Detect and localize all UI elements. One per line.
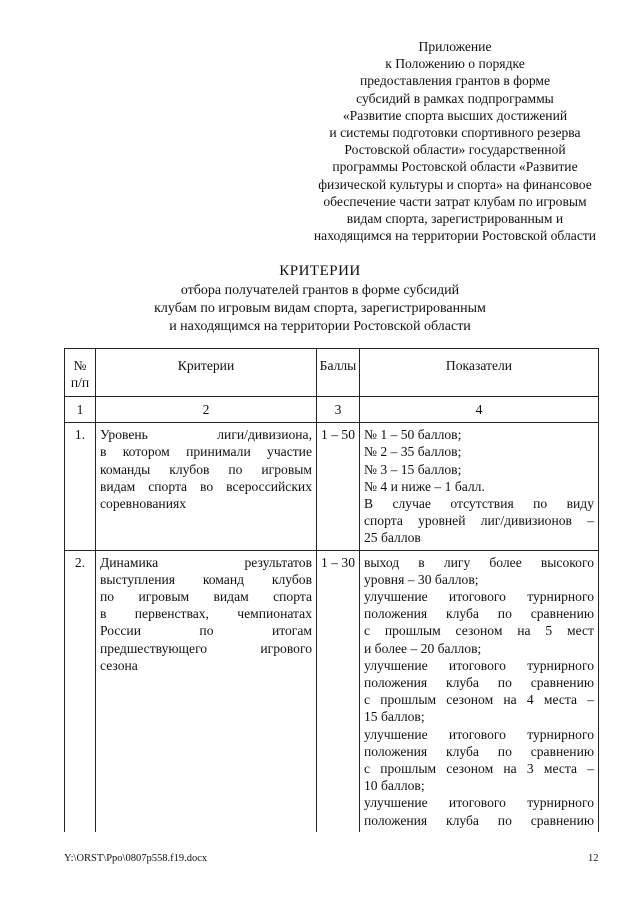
- criteria-line: по игровым видам спорта: [100, 589, 312, 605]
- criteria-line: в котором принимали участие: [100, 444, 312, 460]
- heading-title: КРИТЕРИИ: [279, 263, 361, 279]
- indicator-line: № 1 – 50 баллов;: [364, 427, 462, 443]
- document-heading: [0, 262, 640, 336]
- row-indicators: [360, 550, 599, 832]
- indicator-line: 15 баллов;: [364, 709, 425, 725]
- appendix-line: предоставления грантов в форме: [359, 73, 551, 89]
- table-header-row: [65, 349, 599, 397]
- indicator-line: уровня – 30 баллов;: [364, 571, 479, 587]
- indicator-line: с прошлым сезоном на 5 мест: [364, 623, 594, 639]
- indicator-line: улучшение итогового турнирного: [364, 726, 594, 742]
- appendix-line: Ростовской области» государственной: [344, 142, 566, 158]
- row-indicators: [360, 423, 599, 550]
- indicator-line: спорта уровней лиг/дивизионов –: [364, 513, 594, 529]
- row-number: 2.: [65, 550, 96, 832]
- indicator-line: № 2 – 35 баллов;: [364, 444, 462, 460]
- header-criteria: Критерии: [96, 349, 317, 397]
- appendix-line: Приложение: [418, 39, 492, 54]
- indicator-line: 10 баллов;: [364, 778, 425, 794]
- column-number: 3: [317, 397, 360, 423]
- footer-file-path: Y:\ORST\Ppo\0807p558.f19.docx: [64, 853, 208, 864]
- indicator-line: положения клуба по сравнению: [364, 606, 594, 622]
- appendix-line: «Развитие спорта высших достижений: [342, 107, 568, 123]
- appendix-line: видам спорта, зарегистрированным и: [346, 211, 564, 227]
- indicator-line: положения клуба по сравнению: [364, 675, 594, 691]
- row-number: 1.: [65, 423, 96, 550]
- appendix-line: находящимся на территории Ростовской области: [313, 228, 597, 244]
- row-criteria: [96, 550, 317, 832]
- heading-subtitle: отбора получателей грантов в форме субсидий: [180, 283, 460, 298]
- appendix-line: физической культуры и спорта» на финансовое: [318, 176, 592, 192]
- criteria-line: выступления команд клубов: [100, 571, 312, 587]
- criteria-line: в первенствах, чемпионатах: [100, 606, 312, 622]
- appendix-line: субсидий в рамках подпрограммы: [356, 90, 554, 106]
- indicator-line: улучшение итогового турнирного: [364, 795, 594, 811]
- criteria-line: России по итогам: [100, 623, 312, 639]
- criteria-line: сезона: [100, 657, 138, 673]
- header-number-line1: №: [73, 358, 87, 373]
- criteria-line: видам спорта во всероссийских: [100, 478, 312, 494]
- criteria-line: соревнованиях: [100, 496, 187, 512]
- indicator-line: выход в лигу более высокого: [364, 554, 594, 570]
- appendix-line: и системы подготовки спортивного резерва: [329, 125, 581, 141]
- criteria-line: предшествующего игрового: [100, 640, 312, 656]
- appendix-line: к Положению о порядке: [385, 56, 525, 72]
- table-row: [65, 423, 599, 550]
- row-points: 1 – 30: [317, 550, 360, 832]
- criteria-line: Уровень лиги/дивизиона,: [100, 427, 312, 443]
- indicator-line: улучшение итогового турнирного: [364, 589, 594, 605]
- row-points: 1 – 50: [317, 423, 360, 550]
- column-number: 2: [96, 397, 317, 423]
- footer-page-number: 12: [588, 853, 599, 864]
- criteria-line: Динамика результатов: [100, 554, 312, 570]
- indicator-line: В случае отсутствия по виду: [364, 496, 594, 512]
- header-number-line2: п/п: [70, 375, 90, 391]
- indicator-line: с прошлым сезоном на 3 места –: [364, 761, 594, 777]
- header-number: [65, 349, 96, 397]
- indicator-line: № 4 и ниже – 1 балл.: [364, 478, 485, 494]
- row-criteria: [96, 423, 317, 550]
- indicator-line: улучшение итогового турнирного: [364, 657, 594, 673]
- criteria-table: [64, 348, 599, 832]
- indicator-line: положения клуба по сравнению: [364, 743, 594, 759]
- appendix-line: обеспечение части затрат клубам по игровым: [323, 193, 587, 209]
- header-points: Баллы: [317, 349, 360, 397]
- column-number: 1: [65, 397, 96, 423]
- heading-subtitle: клубам по игровым видам спорта, зарегистрированным: [154, 301, 486, 316]
- indicator-line: и более – 20 баллов;: [364, 640, 482, 656]
- indicator-line: положения клуба по сравнению: [364, 812, 594, 828]
- indicator-line: с прошлым сезоном на 4 места –: [364, 692, 594, 708]
- indicator-line: № 3 – 15 баллов;: [364, 461, 462, 477]
- header-indicators: Показатели: [360, 349, 599, 397]
- appendix-line: программы Ростовской области «Развитие: [332, 159, 578, 175]
- indicator-line: 25 баллов: [364, 530, 421, 546]
- heading-subtitle: и находящимся на территории Ростовской области: [169, 319, 471, 334]
- column-number: 4: [360, 397, 599, 423]
- table-row: [65, 550, 599, 832]
- appendix-block: [300, 38, 610, 244]
- column-number-row: [65, 397, 599, 423]
- criteria-line: команды клубов по игровым: [100, 461, 312, 477]
